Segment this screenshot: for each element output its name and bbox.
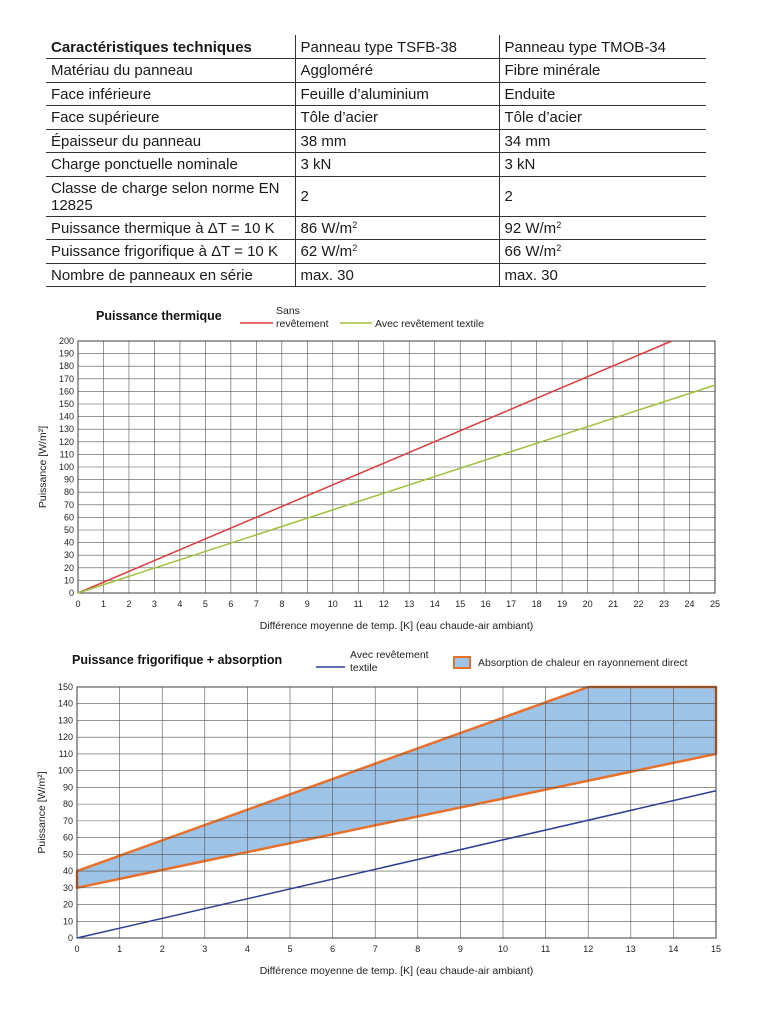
y-tick-label: 30 xyxy=(63,550,74,561)
x-tick-label: 9 xyxy=(304,599,310,609)
legend-label-avec-revetement: Avec revêtement textile xyxy=(375,318,484,330)
x-tick-label: 8 xyxy=(279,599,285,609)
tmob-value: 92 $W/m^2$ xyxy=(499,216,706,240)
legend-label-avec-line2: textile xyxy=(350,662,378,674)
x-tick-label: 18 xyxy=(531,599,542,609)
x-tick-label: 3 xyxy=(202,944,208,954)
y-tick-label: 20 xyxy=(63,562,74,573)
tmob-value: max. 30 xyxy=(499,263,706,287)
tmob-value: 66 $W/m^2$ xyxy=(499,240,706,264)
y-axis-label: Puissance [W/m²] xyxy=(36,771,48,854)
x-tick-label: 1 xyxy=(117,944,123,954)
row-label: Nombre de panneaux en série xyxy=(46,263,295,287)
y-tick-label: 60 xyxy=(63,512,74,523)
x-tick-label: 7 xyxy=(253,599,259,609)
x-tick-label: 11 xyxy=(540,944,551,954)
x-tick-label: 10 xyxy=(497,944,509,954)
x-tick-label: 4 xyxy=(244,944,250,954)
y-tick-label: 120 xyxy=(58,436,74,447)
table-row xyxy=(46,82,706,106)
legend-swatch-absorption xyxy=(454,657,470,668)
x-tick-label: 12 xyxy=(378,599,389,609)
header-tsfb38: Panneau type TSFB-38 xyxy=(295,35,499,59)
y-tick-label: 160 xyxy=(58,386,74,397)
header-characteristics: Caractéristiques techniques xyxy=(46,35,295,59)
header-tmob34: Panneau type TMOB-34 xyxy=(499,35,706,59)
y-tick-label: 120 xyxy=(57,732,73,743)
row-label: Face supérieure xyxy=(46,106,295,130)
x-tick-label: 2 xyxy=(126,599,132,609)
row-label: Puissance frigorifique à ΔT = 10 K xyxy=(46,240,295,264)
y-tick-label: 0 xyxy=(68,588,74,598)
series-line xyxy=(78,385,715,593)
table-row xyxy=(46,176,706,216)
x-tick-label: 19 xyxy=(557,599,568,609)
x-axis-label: Différence moyenne de temp. [K] (eau chaude-air ambiant) xyxy=(259,965,534,977)
y-tick-label: 60 xyxy=(62,832,73,843)
y-tick-label: 70 xyxy=(62,815,73,826)
x-tick-label: 17 xyxy=(506,599,517,609)
row-label: Face inférieure xyxy=(46,82,295,106)
legend-label-sans-line2: revêtement xyxy=(276,318,329,330)
x-tick-label: 6 xyxy=(228,599,234,609)
table-row xyxy=(46,263,706,287)
x-tick-label: 5 xyxy=(287,944,293,954)
chart-puissance-thermique xyxy=(0,300,765,640)
x-tick-label: 22 xyxy=(633,599,644,609)
y-tick-label: 140 xyxy=(57,698,73,709)
tmob-value: 34 mm xyxy=(499,129,706,153)
row-label: Puissance thermique à ΔT = 10 K xyxy=(46,216,295,240)
x-tick-label: 8 xyxy=(415,944,421,954)
y-tick-label: 150 xyxy=(57,682,73,692)
row-label: Matériau du panneau xyxy=(46,59,295,83)
x-tick-label: 1 xyxy=(100,599,106,609)
y-tick-label: 90 xyxy=(63,474,74,485)
tsfb-value: 62 $W/m^2$ xyxy=(295,240,499,264)
x-tick-label: 0 xyxy=(74,944,80,954)
tmob-value: Fibre minérale xyxy=(499,59,706,83)
x-tick-label: 15 xyxy=(455,599,466,609)
x-tick-label: 20 xyxy=(582,599,593,609)
row-label: Épaisseur du panneau xyxy=(46,129,295,153)
y-tick-label: 100 xyxy=(57,765,73,776)
grid xyxy=(78,341,715,593)
x-tick-label: 10 xyxy=(327,599,338,609)
table-row xyxy=(46,106,706,130)
tmob-value: 3 kN xyxy=(499,153,706,177)
legend-label-absorption: Absorption de chaleur en rayonnement direct xyxy=(478,657,688,669)
x-tick-label: 15 xyxy=(710,944,722,954)
y-tick-label: 140 xyxy=(58,411,74,422)
table-row xyxy=(46,240,706,264)
x-tick-label: 4 xyxy=(177,599,183,609)
row-label: Classe de charge selon norme EN 12825 xyxy=(46,176,295,216)
tsfb-value: max. 30 xyxy=(295,263,499,287)
table-row xyxy=(46,153,706,177)
table-header-row xyxy=(46,35,706,59)
y-axis-label: Puissance [W/m²] xyxy=(37,425,49,509)
tsfb-value: 38 mm xyxy=(295,129,499,153)
x-tick-label: 3 xyxy=(151,599,157,609)
x-tick-label: 25 xyxy=(709,599,721,609)
x-axis-label: Différence moyenne de temp. [K] (eau chaude-air ambiant) xyxy=(259,620,534,632)
legend-label-sans-line1: Sans xyxy=(276,305,300,317)
y-tick-label: 30 xyxy=(62,882,73,893)
table-row xyxy=(46,216,706,240)
tsfb-value: 2 xyxy=(295,176,499,216)
chart-puissance-frigorifique xyxy=(0,645,765,985)
x-tick-label: 7 xyxy=(372,944,378,954)
y-tick-label: 70 xyxy=(63,499,74,510)
y-tick-label: 80 xyxy=(63,487,74,498)
x-tick-label: 6 xyxy=(330,944,336,954)
table-row xyxy=(46,129,706,153)
tsfb-value: 3 kN xyxy=(295,153,499,177)
y-tick-label: 130 xyxy=(57,715,73,726)
y-tick-label: 190 xyxy=(58,348,74,359)
y-tick-label: 90 xyxy=(62,782,73,793)
tmob-value: Tôle d’acier xyxy=(499,106,706,130)
legend-label-avec-line1: Avec revêtement xyxy=(350,649,429,661)
tsfb-value: Feuille d’aluminium xyxy=(295,82,499,106)
y-tick-label: 10 xyxy=(62,916,73,927)
y-tick-label: 50 xyxy=(62,849,73,860)
y-tick-label: 80 xyxy=(62,799,73,810)
tsfb-value: 86 $W/m^2$ xyxy=(295,216,499,240)
y-tick-label: 20 xyxy=(62,899,73,910)
y-tick-label: 0 xyxy=(67,933,73,943)
x-tick-label: 16 xyxy=(480,599,491,609)
x-tick-label: 23 xyxy=(659,599,670,609)
y-tick-label: 150 xyxy=(58,399,74,409)
x-tick-label: 21 xyxy=(608,599,619,609)
y-tick-label: 110 xyxy=(59,449,74,460)
x-tick-label: 9 xyxy=(457,944,463,954)
tmob-value: Enduite xyxy=(499,82,706,106)
x-tick-label: 13 xyxy=(625,944,636,954)
x-tick-label: 14 xyxy=(429,599,440,609)
row-label: Charge ponctuelle nominale xyxy=(46,153,295,177)
x-tick-label: 14 xyxy=(668,944,679,954)
chart-title: Puissance thermique xyxy=(96,309,222,323)
x-tick-label: 24 xyxy=(684,599,695,609)
chart-title: Puissance frigorifique + absorption xyxy=(72,653,283,667)
y-tick-label: 110 xyxy=(58,748,73,759)
x-tick-label: 5 xyxy=(202,599,208,609)
spec-table xyxy=(46,35,706,287)
tsfb-value: Aggloméré xyxy=(295,59,499,83)
y-tick-label: 130 xyxy=(58,424,74,435)
y-tick-label: 50 xyxy=(63,525,74,535)
y-tick-label: 100 xyxy=(58,462,74,472)
y-tick-label: 200 xyxy=(58,336,74,346)
table-row xyxy=(46,59,706,83)
y-tick-label: 40 xyxy=(63,537,74,548)
x-tick-label: 2 xyxy=(159,944,165,954)
tmob-value: 2 xyxy=(499,176,706,216)
y-tick-label: 170 xyxy=(58,373,74,384)
x-tick-label: 11 xyxy=(353,599,363,609)
x-tick-label: 0 xyxy=(75,599,81,609)
y-tick-label: 180 xyxy=(58,361,74,372)
y-tick-label: 40 xyxy=(62,866,73,877)
y-tick-label: 10 xyxy=(63,575,74,586)
x-tick-label: 12 xyxy=(583,944,594,954)
tsfb-value: Tôle d’acier xyxy=(295,106,499,130)
x-tick-label: 13 xyxy=(404,599,415,609)
